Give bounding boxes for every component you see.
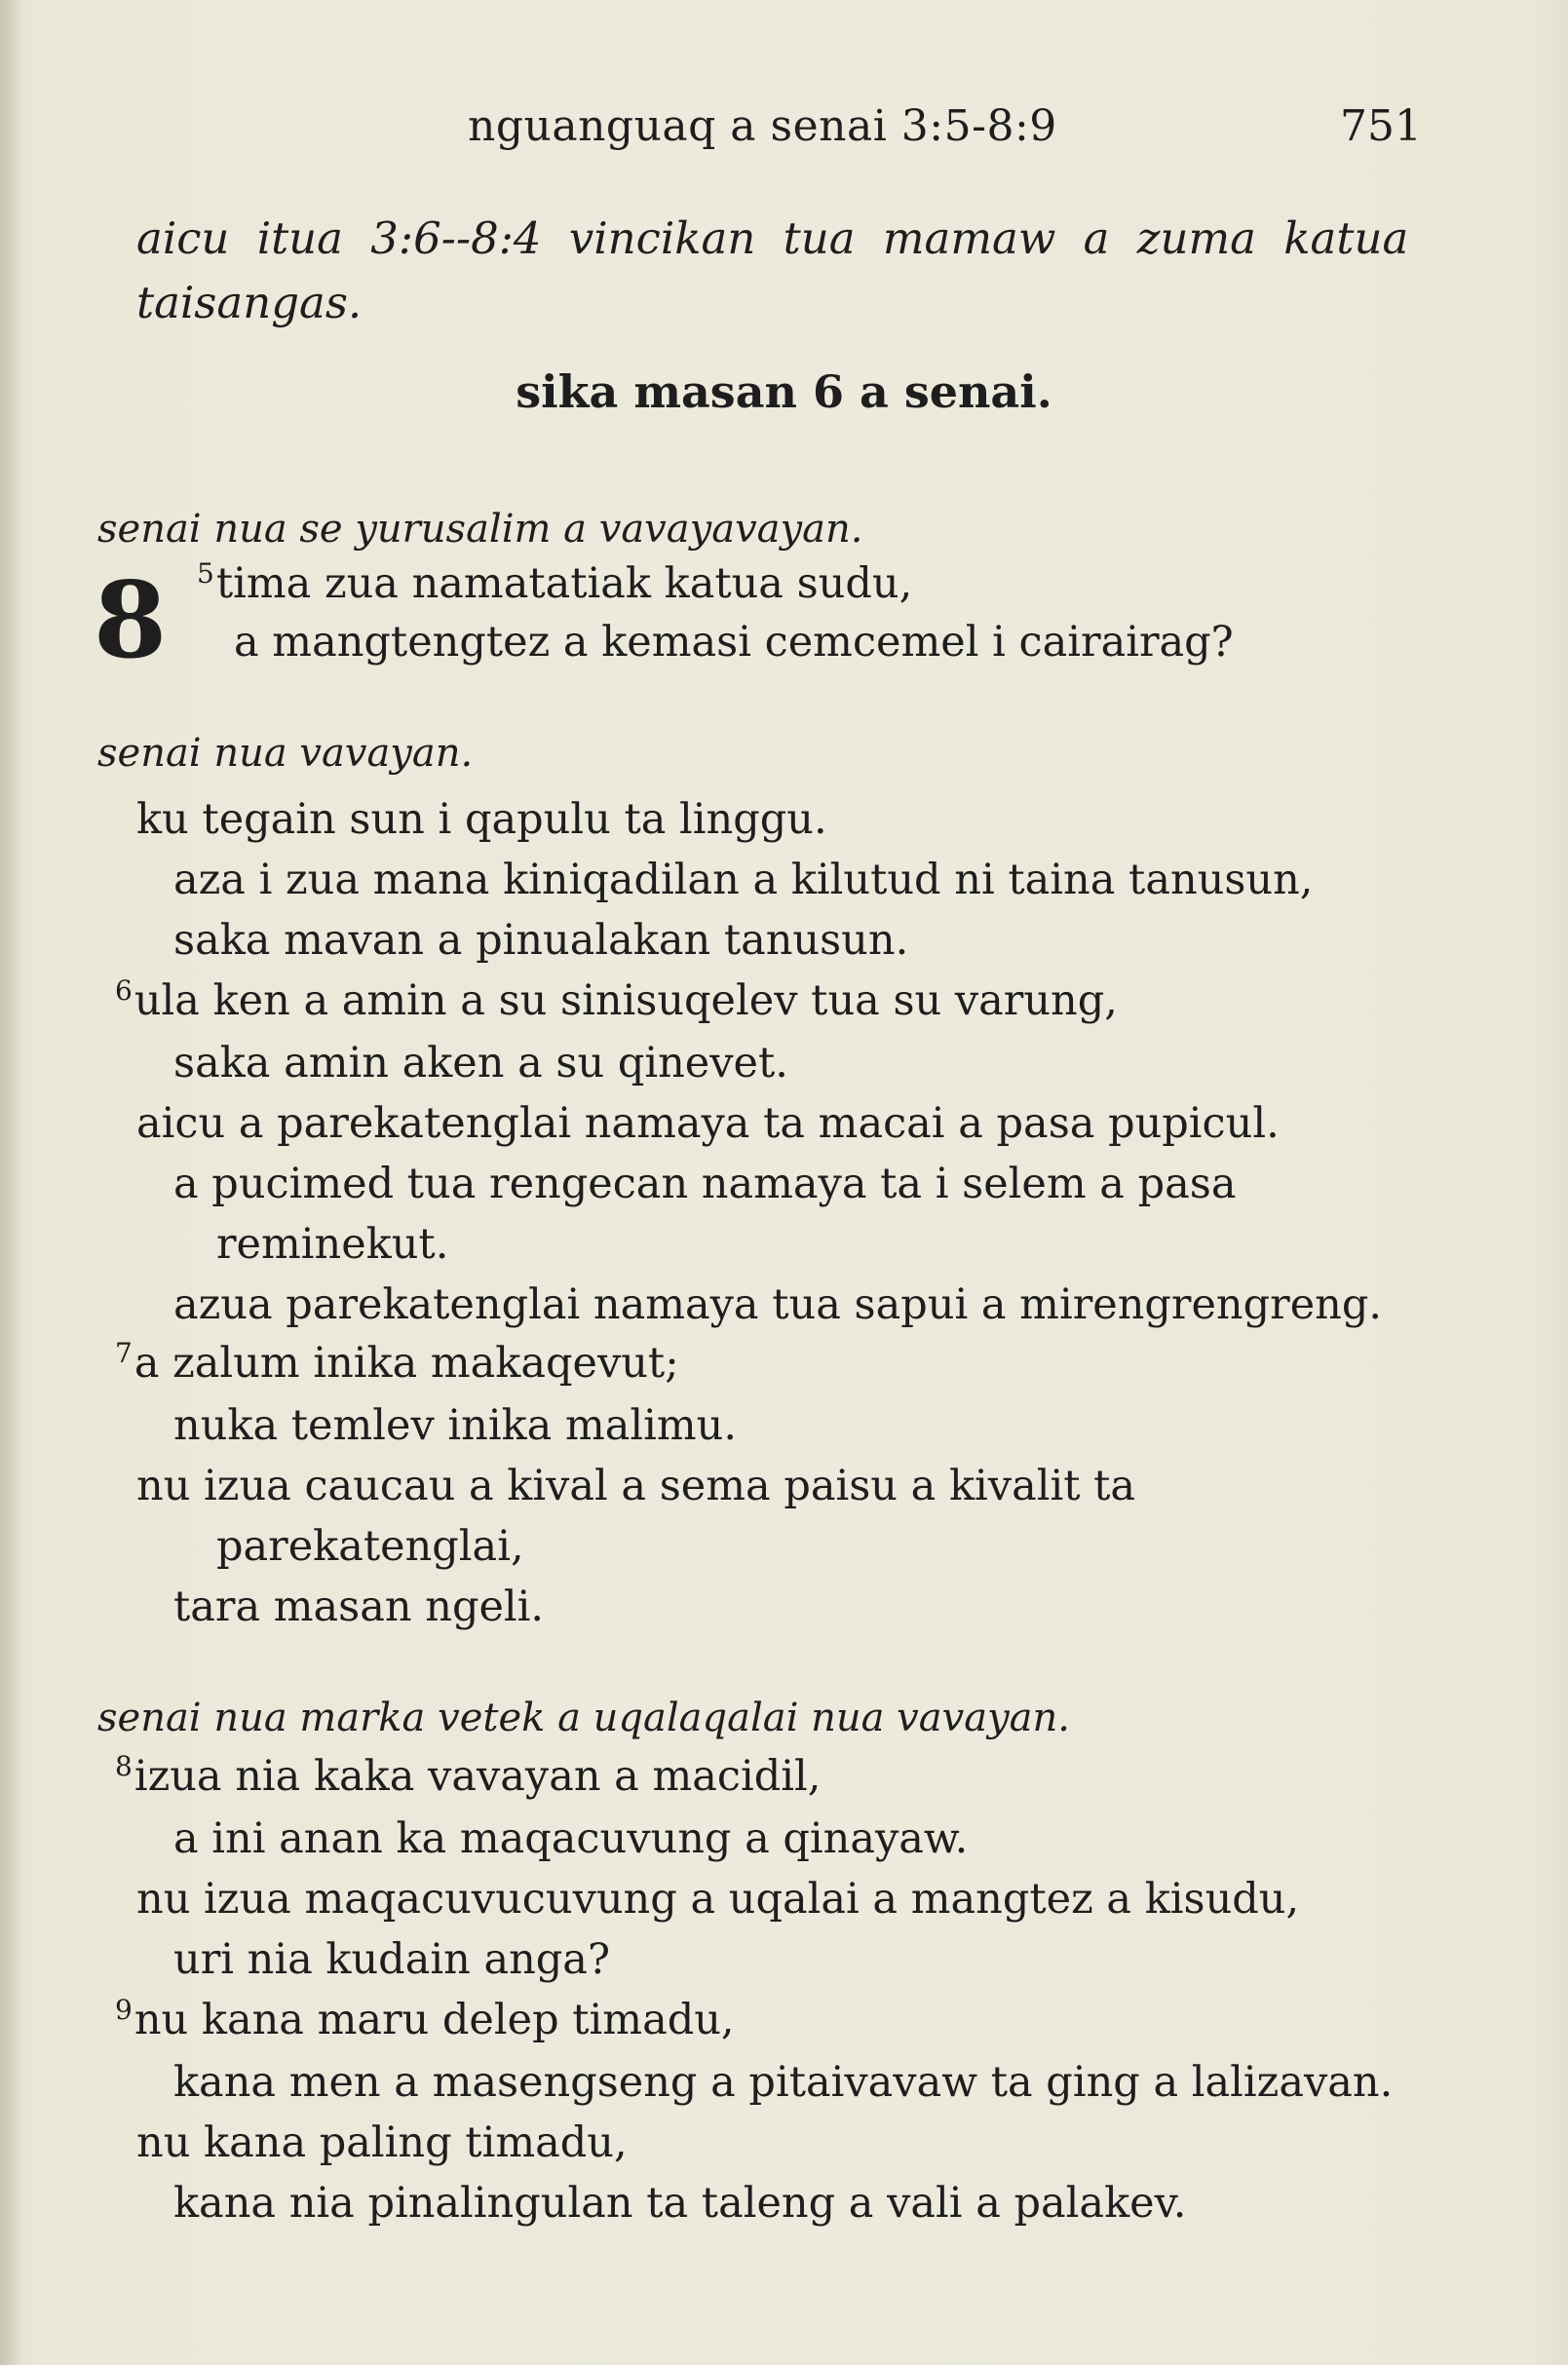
subheading-woman: senai nua vavayan. (97, 731, 474, 776)
page-number: 751 (1340, 101, 1422, 151)
verse-number: 9 (115, 1993, 133, 2026)
verse-line: azua parekatenglai namaya tua sapui a mirengrengreng. (173, 1280, 1383, 1329)
verse-line: nuka temlev inika malimu. (173, 1401, 738, 1450)
chapter-number: 8 (94, 559, 168, 682)
binding-shadow (0, 0, 21, 2365)
verse-line: nu izua maqacuvucuvung a uqalai a mangtez a kisudu, (136, 1875, 1300, 1924)
verse-number: 5 (197, 556, 214, 590)
subheading-sister: senai nua marka vetek a uqalaqalai nua vavayan. (97, 1696, 1070, 1740)
verse-line: nu izua caucau a kival a sema paisu a kivalit ta (136, 1462, 1136, 1510)
verse-line: saka mavan a pinualakan tanusun. (173, 916, 909, 965)
verse-line: aza i zua mana kiniqadilan a kilutud ni taina tanusun, (173, 856, 1314, 904)
verse-line: tara masan ngeli. (173, 1583, 545, 1631)
verse-line: saka amin aken a su qinevet. (173, 1039, 788, 1087)
verse-number: 7 (115, 1336, 133, 1369)
verse-line: uri nia kudain anga? (173, 1935, 610, 1984)
verse-line: a ini anan ka maqacuvung a qinayaw. (173, 1814, 969, 1863)
verse-line: $^6$ula ken a amin a su sinisuqelev tua su varung, (115, 973, 1118, 1025)
verse-line: a mangtengtez a kemasi cemcemel i cairairag? (234, 618, 1234, 667)
running-head-title: nguanguaq a senai 3:5-8:9 (468, 101, 1057, 151)
running-head (0, 101, 1568, 170)
verse-line: kana nia pinalingulan ta taleng a vali a palakev. (173, 2179, 1187, 2228)
verse-line: kana men a masengseng a pitaivavaw ta ging a lalizavan. (173, 2058, 1394, 2107)
verse-line: aicu a parekatenglai namaya ta macai a pasa pupicul. (136, 1099, 1280, 1148)
intro-note: aicu itua 3:6--8:4 vincikan tua mamaw a zuma katua taisangas. (136, 212, 1409, 328)
verse-number: 6 (115, 973, 133, 1007)
verse-line: $^5$tima zua namatatiak katua sudu, (197, 556, 913, 608)
verse-line: nu kana paling timadu, (136, 2118, 628, 2167)
verse-line: reminekut. (216, 1220, 449, 1269)
verse-line: ku tegain sun i qapulu ta linggu. (136, 795, 827, 844)
verse-number: 8 (115, 1749, 133, 1782)
verse-line: $^7$a zalum inika makaqevut; (115, 1336, 679, 1388)
subheading-jerusalem: senai nua se yurusalim a vavayavayan. (97, 507, 863, 552)
verse-line: a pucimed tua rengecan namaya ta i selem a pasa (173, 1160, 1237, 1208)
verse-line: parekatenglai, (216, 1522, 524, 1571)
section-heading: sika masan 6 a senai. (516, 365, 1052, 418)
verse-line: $^8$izua nia kaka vavayan a macidil, (115, 1749, 822, 1801)
verse-line: $^9$nu kana maru delep timadu, (115, 1993, 735, 2044)
